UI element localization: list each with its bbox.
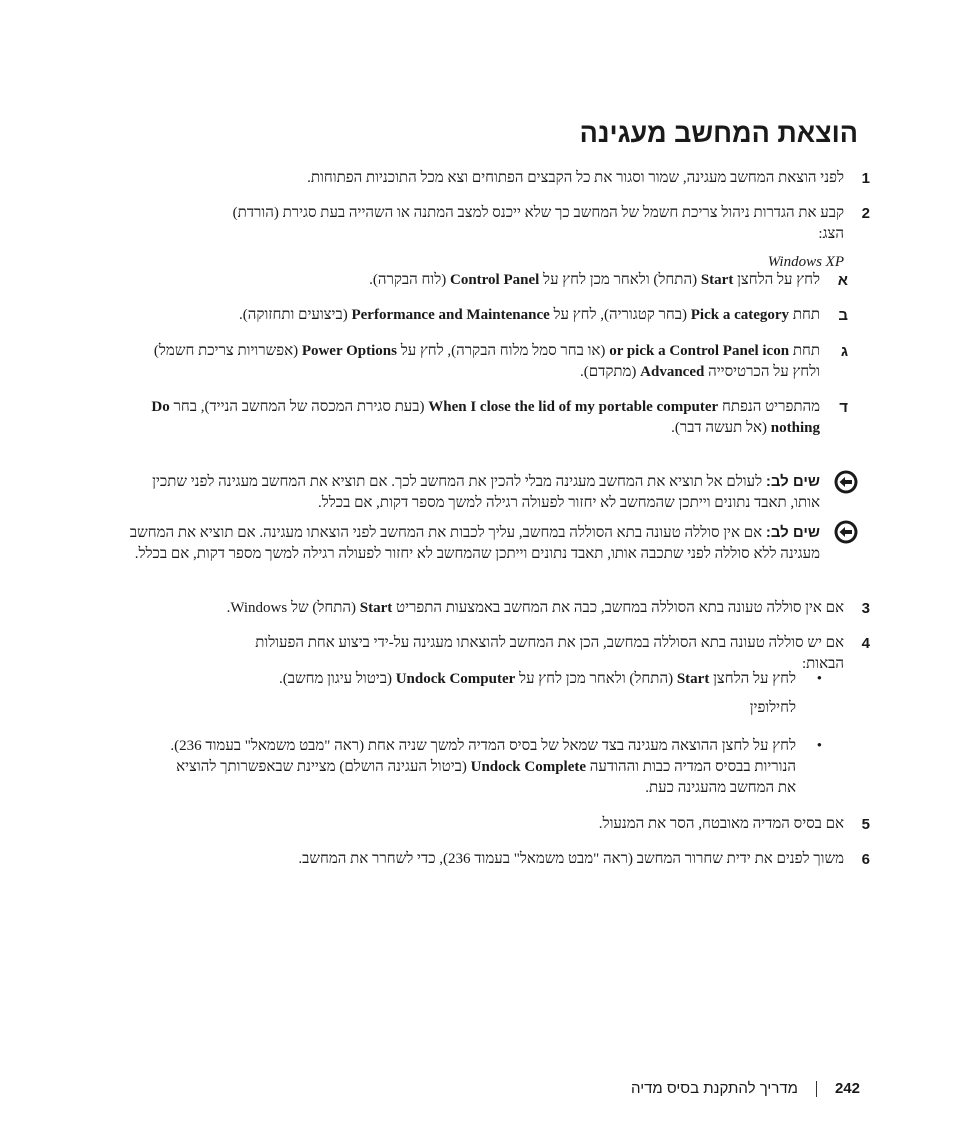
bullet-2 xyxy=(156,736,822,799)
notice-text: אם אין סוללה טעונה בתא הסוללה במחשב, עליך לכבות את המחשב לפני הוצאתו מעגינה. אם תוציא את המחשב מעגינה ללא סוללה לפני שתכבה אותו, תאבד נתונים וייתכן שהמחשב לא יחזור לפעולה רגילה למשך מספר דקות, אם בכלל. xyxy=(129,525,820,562)
substep-text: (ביצועים ותחזוקה). xyxy=(239,307,352,323)
step-number: 5 xyxy=(861,816,870,833)
substep-text: מהתפריט הנפתח xyxy=(718,399,820,415)
substep-d xyxy=(130,397,848,439)
ui-term: Start xyxy=(700,272,734,288)
bullet-text: לחץ על הלחצן xyxy=(709,671,796,687)
step-text: קבע את הגדרות ניהול צריכת חשמל של המחשב כך שלא ייכנס למצב המתנה או השהייה בעת סגירת (הורדת) הצג: xyxy=(232,205,844,242)
step-text: אם יש סוללה טעונה בתא הסוללה במחשב, הכן את המחשב להוצאתו מעגינה על-ידי ביצוע אחת הפעולות הבאות: xyxy=(255,635,844,672)
page-title: הוצאת המחשב מעגינה xyxy=(579,118,858,148)
ui-term: or pick a Control Panel icon xyxy=(609,343,790,359)
substep-a xyxy=(130,270,848,291)
substep-text: (אפשרויות צריכת חשמל) ולחץ על הכרטיסייה xyxy=(153,343,820,380)
bullet-text: (ביטול העגינה הושלם) מציינת שבאפשרותך להוציא את המחשב מהעגינה כעת. xyxy=(176,759,796,796)
page-footer xyxy=(631,1080,860,1097)
ui-term: Power Options xyxy=(301,343,397,359)
notice-2 xyxy=(120,522,820,565)
footer-divider xyxy=(816,1081,817,1097)
substep-letter: ב xyxy=(838,307,848,324)
step-text: אם אין סוללה טעונה בתא הסוללה במחשב, כבה את המחשב באמצעות התפריט xyxy=(392,600,844,616)
substep-text: (התחל) ולאחר מכן לחץ על xyxy=(539,272,701,288)
notice-label: שים לב: xyxy=(765,473,820,490)
alternative-label: לחילופין xyxy=(749,700,796,716)
ui-term: Do nothing xyxy=(151,399,820,436)
os-label: Windows XP xyxy=(767,254,844,270)
step-3 xyxy=(224,598,870,619)
step-number: 4 xyxy=(861,635,870,652)
ui-term: Advanced xyxy=(640,364,705,380)
substep-text: לחץ על הלחצן xyxy=(733,272,820,288)
substep-text: (מתקדם). xyxy=(580,364,641,380)
notice-label: שים לב: xyxy=(765,524,820,541)
substep-letter: ג xyxy=(840,343,848,360)
substep-text: תחת xyxy=(789,307,820,323)
step-text: (התחל) של Windows. xyxy=(226,600,360,616)
substep-text: (בעת סגירת המכסה של המחשב הנייד), בחר xyxy=(169,399,429,415)
bullet-text: (התחל) ולאחר מכן לחץ על xyxy=(515,671,677,687)
page-number: 242 xyxy=(834,1080,860,1097)
bullet-dot: • xyxy=(816,738,822,754)
ui-term: Start xyxy=(359,600,393,616)
ui-term: Pick a category xyxy=(690,307,790,323)
bullet-1 xyxy=(156,669,822,690)
step-text: לפני הוצאת המחשב מעגינה, שמור וסגור את כל הקבצים הפתוחים וצא מכל התוכניות הפתוחות. xyxy=(307,170,844,186)
substep-letter: ד xyxy=(839,399,848,416)
bullet-text: (ביטול עיגון מחשב). xyxy=(278,671,396,687)
substep-c xyxy=(130,341,848,383)
step-number: 3 xyxy=(861,600,870,617)
bullet-text: לחץ על לחצן ההוצאה מעגינה בצד שמאל של בסיס המדיה למשך שניה אחת (ראה "מבט משמאל" בעמוד 236). הנוריות בבסיס המדיה כבות וההודעה xyxy=(170,738,796,775)
notice-icon xyxy=(834,470,858,494)
footer-title: מדריך להתקנת בסיס מדיה xyxy=(630,1080,798,1097)
ui-term: Undock Complete xyxy=(470,759,587,775)
step-number: 1 xyxy=(861,170,870,187)
substep-letter: א xyxy=(837,272,848,289)
substep-b xyxy=(130,305,848,326)
substep-text: (אל תעשה דבר). xyxy=(671,420,771,436)
substep-text: (בחר קטגוריה), לחץ על xyxy=(549,307,691,323)
ui-term: Start xyxy=(676,671,710,687)
bullet-dot: • xyxy=(816,671,822,687)
substep-text: (לוח הבקרה). xyxy=(369,272,450,288)
ui-term: When I close the lid of my portable computer xyxy=(428,399,719,415)
step-number: 2 xyxy=(861,205,870,222)
substep-text: תחת xyxy=(789,343,820,359)
ui-term: Performance and Maintenance xyxy=(351,307,550,323)
step-text: אם בסיס המדיה מאובטח, הסר את המנעול. xyxy=(598,816,844,832)
step-1 xyxy=(224,168,870,189)
notice-icon xyxy=(834,520,858,544)
step-6 xyxy=(224,849,870,870)
notice-text: לעולם אל תוציא את המחשב מעגינה מבלי להכין את המחשב לכך. אם תוציא את המחשב מעגינה לפני שתכין אותו, תאבד נתונים וייתכן שהמחשב לא יחזור לפעולה רגילה למשך מספר דקות, אם בכלל. xyxy=(152,474,820,511)
notice-1 xyxy=(120,471,820,514)
step-5 xyxy=(224,814,870,835)
ui-term: Undock Computer xyxy=(395,671,516,687)
ui-term: Control Panel xyxy=(449,272,540,288)
step-number: 6 xyxy=(861,851,870,868)
step-text: משוך לפנים את ידית שחרור המחשב (ראה "מבט משמאל" בעמוד 236), כדי לשחרר את המחשב. xyxy=(298,851,844,867)
substep-text: (או בחר סמל מלוח הבקרה), לחץ על xyxy=(396,343,610,359)
step-2 xyxy=(224,203,870,273)
